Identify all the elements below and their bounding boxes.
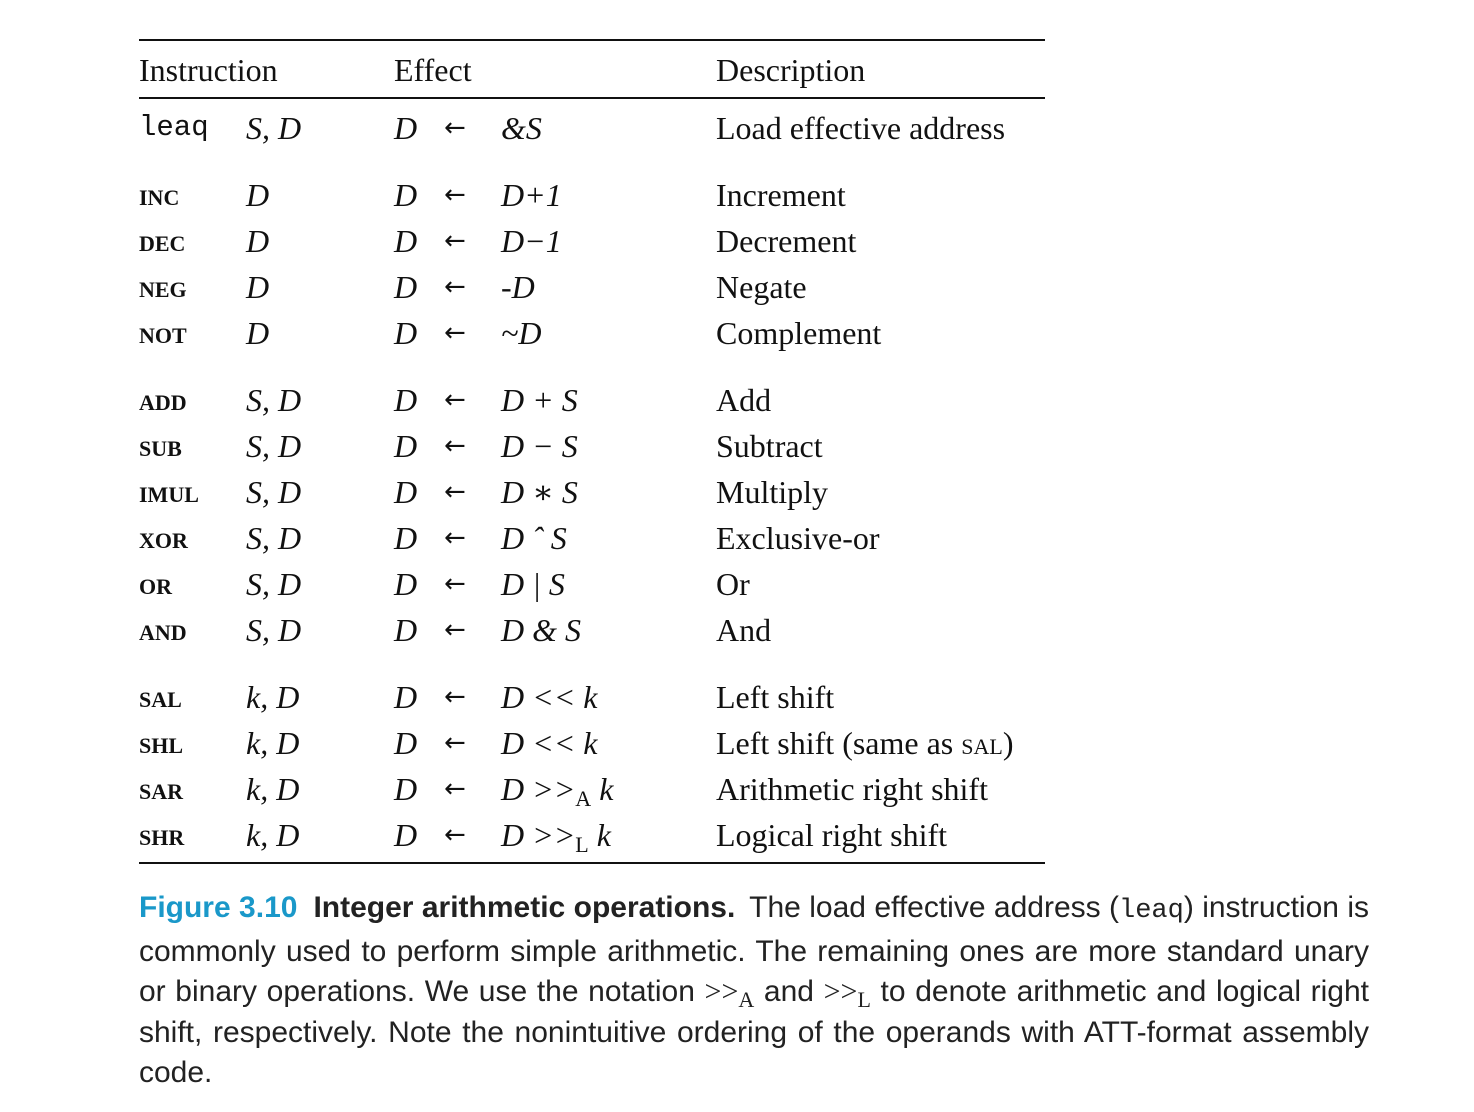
operation-description: Multiply (716, 474, 829, 510)
assign-arrow: ← (444, 113, 466, 143)
effect-destination: D (394, 612, 418, 648)
assign-arrow: ← (444, 180, 466, 210)
effect-destination: D (394, 269, 418, 305)
instruction-operands: D (246, 269, 270, 305)
instruction-operands: S, D (246, 520, 302, 556)
caption-text: The load effective address ( (749, 891, 1120, 924)
figure-caption (139, 888, 1369, 1094)
effect-destination: D (394, 566, 418, 602)
operation-description: Negate (716, 269, 807, 305)
effect-expression: D ˆ S (501, 520, 567, 556)
effect-destination: D (394, 725, 418, 761)
instruction-operands: D (246, 223, 270, 259)
instruction-mnemonic: inc (139, 177, 180, 212)
instruction-operands: S, D (246, 428, 302, 464)
effect-expression: &S (501, 110, 542, 146)
table-top-rule (139, 39, 1045, 41)
instruction-mnemonic: add (139, 382, 187, 417)
instruction-mnemonic: and (139, 612, 187, 647)
effect-expression: D−1 (501, 223, 562, 259)
effect-destination: D (394, 428, 418, 464)
instruction-mnemonic: imul (139, 474, 199, 509)
effect-expression: $D >>_L$ k (501, 817, 611, 857)
instruction-mnemonic: shl (139, 725, 184, 760)
instruction-operands: S, D (246, 474, 302, 510)
operation-description: Increment (716, 177, 846, 213)
effect-expression: D ∗ S (501, 474, 578, 510)
assign-arrow: ← (444, 682, 466, 712)
figure-number: Figure 3.10 (139, 891, 298, 924)
effect-expression: D & S (501, 612, 581, 648)
figure-title: Integer arithmetic operations. (313, 891, 736, 924)
assign-arrow: ← (444, 431, 466, 461)
instruction-mnemonic: or (139, 566, 172, 601)
operation-description: Left shift (716, 679, 835, 715)
effect-destination: D (394, 177, 418, 213)
instruction-operands: k, D (246, 725, 300, 761)
instruction-operands: D (246, 315, 270, 351)
operation-description: Subtract (716, 428, 823, 464)
effect-destination: D (394, 520, 418, 556)
operation-description: Decrement (716, 223, 857, 259)
instruction-operands: k, D (246, 679, 300, 715)
operation-description: Add (716, 382, 772, 418)
operation-description: Left shift (same as sal) (716, 725, 1014, 761)
operation-description: Complement (716, 315, 882, 351)
instruction-mnemonic: shr (139, 817, 185, 852)
header-effect: Effect (394, 52, 472, 88)
effect-destination: D (394, 474, 418, 510)
effect-expression: D + S (501, 382, 578, 418)
effect-expression: $D >>_A$ k (501, 771, 614, 811)
instruction-operands: k, D (246, 771, 300, 807)
assign-arrow: ← (444, 523, 466, 553)
instruction-mnemonic: xor (139, 520, 188, 555)
effect-expression: D | S (501, 566, 565, 602)
assign-arrow: ← (444, 615, 466, 645)
instruction-mnemonic: sar (139, 771, 184, 806)
caption-code: leaq (1119, 896, 1184, 926)
instruction-mnemonic: leaq (139, 111, 209, 144)
instruction-mnemonic: sal (139, 679, 182, 714)
assign-arrow: ← (444, 820, 466, 850)
assign-arrow: ← (444, 774, 466, 804)
effect-destination: D (394, 817, 418, 853)
instruction-operands: k, D (246, 817, 300, 853)
assign-arrow: ← (444, 728, 466, 758)
assign-arrow: ← (444, 272, 466, 302)
effect-destination: D (394, 679, 418, 715)
effect-expression: ~D (501, 315, 542, 351)
operation-description: Or (716, 566, 750, 602)
instruction-operands: S, D (246, 566, 302, 602)
effect-expression: D << k (501, 725, 598, 761)
assign-arrow: ← (444, 569, 466, 599)
instruction-operands: S, D (246, 382, 302, 418)
caption-text: and (754, 975, 824, 1008)
operation-description: Load effective address (716, 110, 1006, 146)
table-header-rule (139, 97, 1045, 99)
instruction-mnemonic: dec (139, 223, 186, 258)
operation-description: Arithmetic right shift (716, 771, 988, 807)
effect-destination: D (394, 771, 418, 807)
effect-destination: D (394, 110, 418, 146)
caption-text: to denote arithmetic and logical right shift, respectively. Note the nonintuitive ordering of the operands with ATT-format assembly code. (139, 975, 1369, 1089)
instruction-operands: S, D (246, 612, 302, 648)
effect-destination: D (394, 382, 418, 418)
operation-description: Logical right shift (716, 817, 948, 853)
caption-text: ) instruction is commonly used to perform simple arithmetic. The remaining ones are more standard unary or binary operations. We use the notation (139, 891, 1369, 1008)
assign-arrow: ← (444, 477, 466, 507)
effect-expression: D << k (501, 679, 598, 715)
operation-description: And (716, 612, 772, 648)
instruction-mnemonic: neg (139, 269, 187, 304)
operation-description: Exclusive-or (716, 520, 880, 556)
effect-destination: D (394, 315, 418, 351)
caption-shift-op: $>>_L$ (823, 975, 871, 1012)
header-description: Description (716, 52, 866, 88)
header-instruction: Instruction (139, 52, 278, 88)
caption-shift-op: $>>_A$ (704, 975, 755, 1012)
assign-arrow: ← (444, 226, 466, 256)
instruction-operands: S, D (246, 110, 302, 146)
table-bottom-rule (139, 862, 1045, 864)
effect-expression: D − S (501, 428, 578, 464)
assign-arrow: ← (444, 385, 466, 415)
instruction-operands: D (246, 177, 270, 213)
instruction-mnemonic: not (139, 315, 187, 350)
instruction-mnemonic: sub (139, 428, 182, 463)
effect-expression: D+1 (501, 177, 562, 213)
effect-expression: -D (501, 269, 535, 305)
effect-destination: D (394, 223, 418, 259)
assign-arrow: ← (444, 318, 466, 348)
